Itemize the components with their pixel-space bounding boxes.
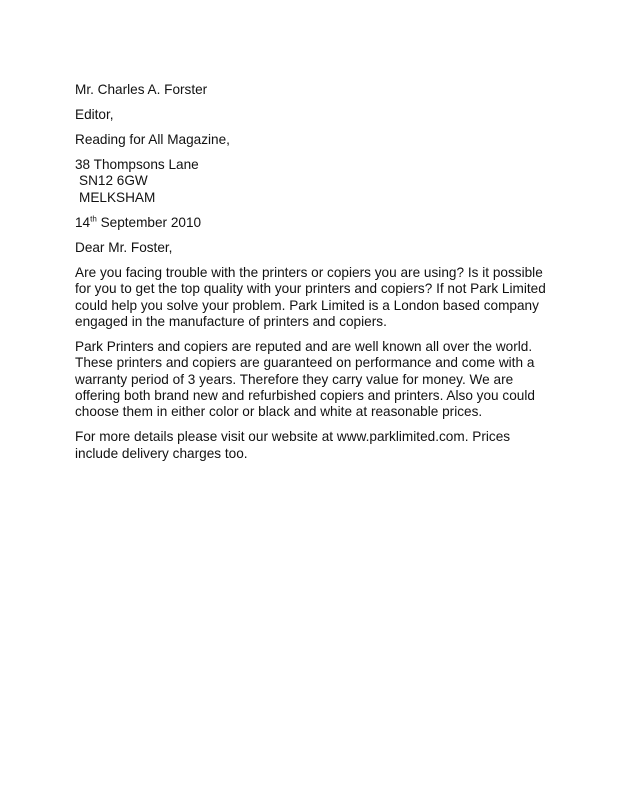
salutation: Dear Mr. Foster,: [75, 239, 173, 255]
body-paragraph-1: Are you facing trouble with the printers or copiers you are using? Is it possible for you to get the top quality with your printers and copiers? If not Park Limited could help you solve your problem. Park Limited is a London based company engaged in the manufacture of printers and copiers.: [75, 264, 546, 330]
date-suffix: th: [90, 214, 97, 224]
address-line-postcode: SN12 6GW: [79, 173, 148, 189]
recipient-name: Mr. Charles A. Forster: [75, 82, 208, 97]
date-rest: September 2010: [96, 214, 202, 230]
address-line-town: MELKSHAM: [79, 189, 156, 205]
body-paragraph-3: For more details please visit our website at www.parklimited.com. Prices include delivery charges too.: [75, 429, 511, 461]
recipient-title: Editor,: [75, 107, 114, 122]
date-day: 14: [75, 214, 91, 230]
recipient-address: [75, 157, 555, 206]
letter-date: [75, 215, 555, 231]
address-line-street: 38 Thompsons Lane: [75, 157, 199, 172]
letter-body: [75, 82, 555, 470]
body-paragraph-2: Park Printers and copiers are reputed and are well known all over the world. These printers and copiers are guaranteed on performance and come with a warranty period of 3 years. Therefore they carry value for money. We are offering both brand new and refurbished copiers and printers. Also you could choose them in either color or black and white at reasonable prices.: [75, 338, 535, 420]
recipient-organization: Reading for All Magazine,: [75, 132, 230, 147]
